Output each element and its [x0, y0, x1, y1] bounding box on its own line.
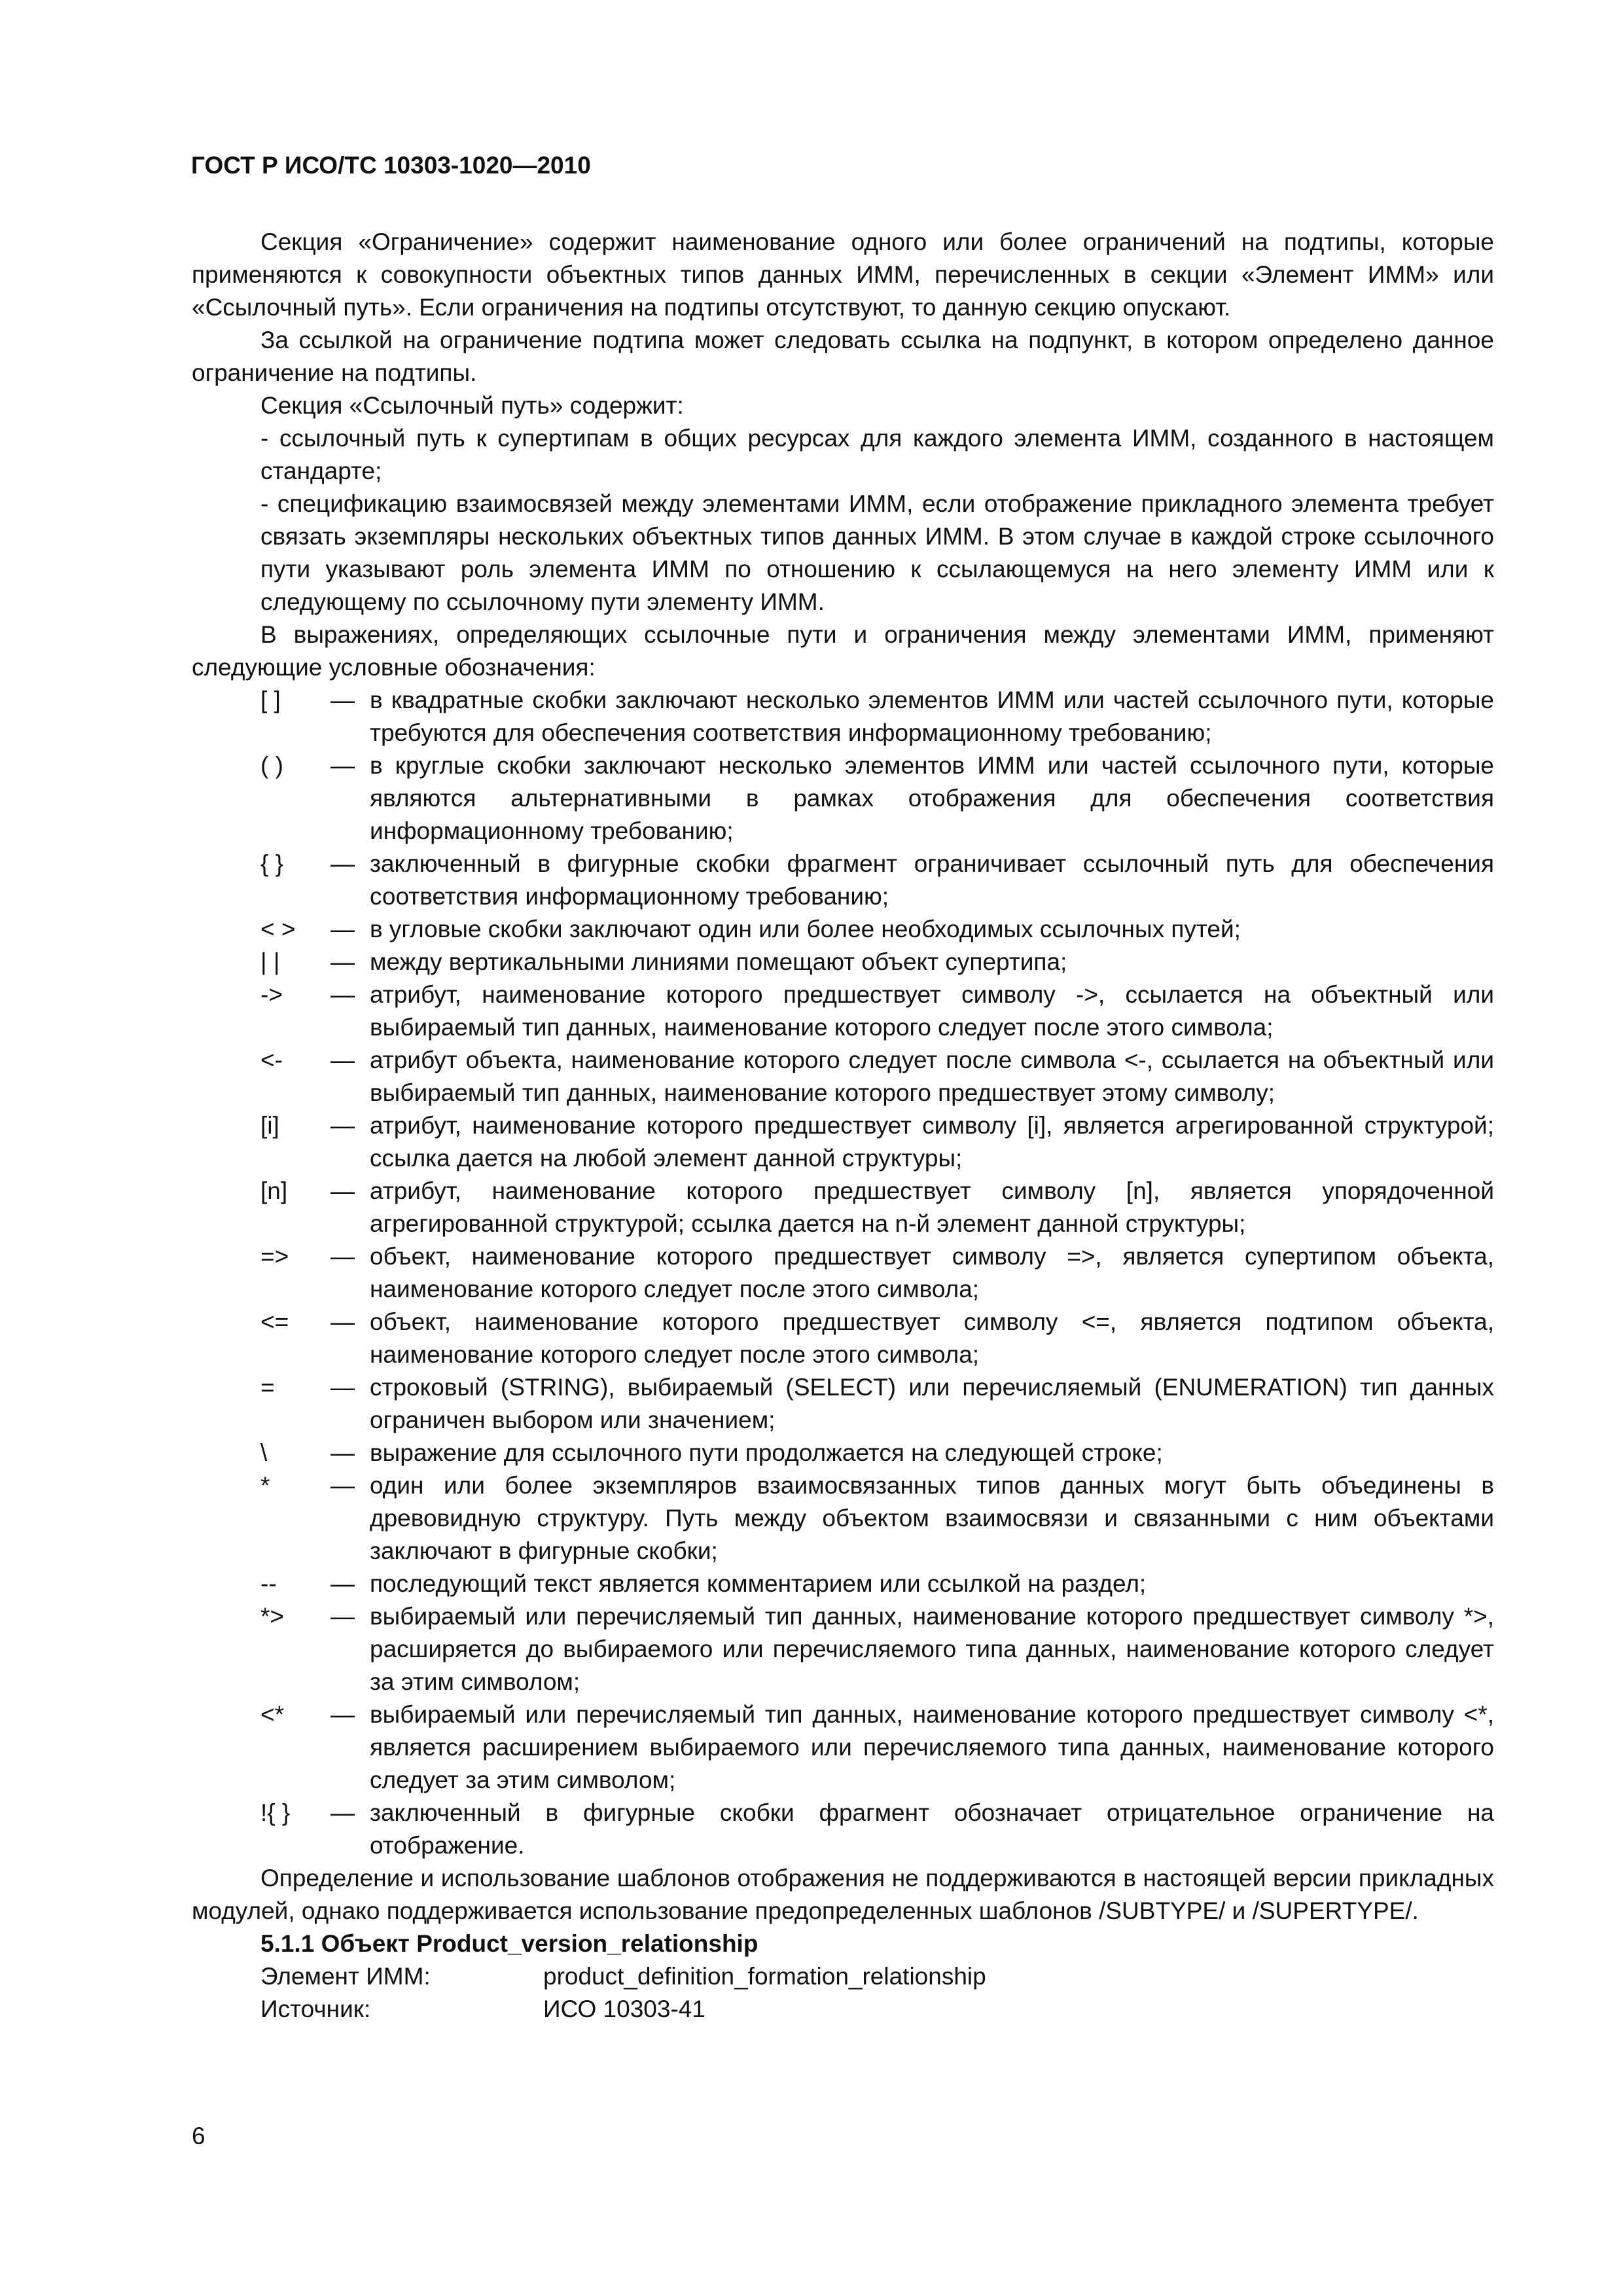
notation-symbol: [n]: [260, 1177, 288, 1204]
notation-text: заключенный в фигурные скобки фрагмент ограничивает ссылочный путь для обеспечения соответствия информационному требованию;: [370, 850, 1494, 910]
notation-symbol: =>: [260, 1243, 289, 1270]
notation-row: [192, 684, 1494, 749]
section-title: 5.1.1 Объект Product_version_relationship: [260, 1930, 758, 1957]
notation-row: [192, 913, 1494, 946]
paragraph-constraint-section: Секция «Ограничение» содержит наименование одного или более ограничений на подтипы, которые применяются к совокупности объектных типов данных ИММ, перечисленных в секции «Элемент ИММ» или «Ссылочный путь». Если ограничения на подтипы отсутствуют, то данную секцию опускают.: [192, 228, 1494, 321]
em-dash: —: [330, 1177, 355, 1204]
notation-row: [192, 1240, 1494, 1306]
notation-text: в квадратные скобки заключают несколько элементов ИММ или частей ссылочного пути, которые требуются для обеспечения соответствия информационному требованию;: [370, 687, 1494, 746]
notation-text: атрибут, наименование которого предшествует символу [i], является агрегированной структурой; ссылка дается на любой элемент данной структуры;: [370, 1112, 1494, 1172]
em-dash: —: [330, 850, 355, 877]
notation-row: [192, 1568, 1494, 1600]
row-key: Элемент ИММ:: [260, 1963, 431, 1990]
em-dash: —: [330, 1603, 355, 1630]
notation-row: [192, 1371, 1494, 1437]
notation-row: [192, 978, 1494, 1044]
notation-symbol: *>: [260, 1603, 285, 1630]
notation-symbol: { }: [260, 850, 283, 877]
notation-row: [192, 1469, 1494, 1568]
em-dash: —: [330, 916, 355, 942]
notation-row: [192, 1698, 1494, 1797]
section-row-element: [192, 1960, 1494, 1993]
notation-symbol: <=: [260, 1308, 289, 1335]
document-header: ГОСТ Р ИСО/ТС 10303-1020—2010: [191, 152, 591, 179]
notation-row: [192, 1175, 1494, 1240]
notation-text: объект, наименование которого предшествует символу <=, является подтипом объекта, наименование которого следует после этого символа;: [370, 1308, 1494, 1368]
em-dash: —: [330, 1112, 355, 1139]
notation-text: последующий текст является комментарием или ссылкой на раздел;: [370, 1570, 1147, 1597]
paragraph-constraint-reference: За ссылкой на ограничение подтипа может следовать ссылка на подпункт, в котором определено данное ограничение на подтипы.: [192, 327, 1494, 386]
row-value: product_definition_formation_relationship: [543, 1963, 986, 1990]
em-dash: —: [330, 1439, 355, 1466]
notation-symbol: <-: [260, 1047, 283, 1073]
notation-symbol: [i]: [260, 1112, 279, 1139]
em-dash: —: [330, 981, 355, 1008]
notation-row: [192, 749, 1494, 848]
em-dash: —: [330, 1472, 355, 1499]
paragraph-templates: Определение и использование шаблонов отображения не поддерживаются в настоящей версии прикладных модулей, однако поддерживается использование предопределенных шаблонов /SUBTYPE/ и /SUPERTYPE/.: [192, 1865, 1494, 1924]
notation-symbol: ( ): [260, 752, 283, 779]
page-content: [192, 226, 1494, 2026]
section-row-source: [192, 1993, 1494, 2026]
paragraph-notation-intro: В выражениях, определяющих ссылочные пути и ограничения между элементами ИММ, применяют следующие условные обозначения:: [192, 621, 1494, 681]
notation-row: [192, 1044, 1494, 1109]
em-dash: —: [330, 752, 355, 779]
notation-text: заключенный в фигурные скобки фрагмент обозначает отрицательное ограничение на отображение.: [370, 1799, 1494, 1859]
row-key: Источник:: [260, 1996, 371, 2022]
notation-row: [192, 848, 1494, 913]
em-dash: —: [330, 687, 355, 713]
em-dash: —: [330, 1701, 355, 1728]
list-item: - ссылочный путь к супертипам в общих ресурсах для каждого элемента ИММ, созданного в настоящем стандарте;: [260, 425, 1494, 484]
notation-text: один или более экземпляров взаимосвязанных типов данных могут быть объединены в древовидную структуру. Путь между объектом взаимосвязи и связанными с ним объектами заключают в фигурные скобки;: [370, 1472, 1494, 1564]
em-dash: —: [330, 1374, 355, 1401]
notation-text: атрибут, наименование которого предшествует символу [n], является упорядоченной агрегированной структурой; ссылка дается на n-й элемент данной структуры;: [370, 1177, 1494, 1237]
notation-symbol: =: [260, 1374, 275, 1401]
notation-symbol: <*: [260, 1701, 285, 1728]
notation-text: атрибут объекта, наименование которого следует после символа <-, ссылается на объектный или выбираемый тип данных, наименование которого предшествует этому символу;: [370, 1047, 1494, 1106]
notation-symbol: ->: [260, 981, 283, 1008]
paragraph-reference-path-intro: Секция «Ссылочный путь» содержит:: [260, 392, 684, 419]
notation-text: в круглые скобки заключают несколько элементов ИММ или частей ссылочного пути, которые являются альтернативными в рамках отображения для обеспечения соответствия информационному требованию;: [370, 752, 1494, 844]
notation-symbol: !{ }: [260, 1799, 291, 1826]
notation-row: [192, 946, 1494, 978]
notation-symbol: | |: [260, 948, 280, 975]
notation-symbol: < >: [260, 916, 296, 942]
notation-row: [192, 1600, 1494, 1698]
notation-row: [192, 1437, 1494, 1469]
notation-text: объект, наименование которого предшествует символу =>, является супертипом объекта, наименование которого следует после этого символа;: [370, 1243, 1494, 1302]
notation-text: выбираемый или перечисляемый тип данных, наименование которого предшествует символу <*, является расширением выбираемого или перечисляемого типа данных, наименование которого следует за этим символом;: [370, 1701, 1494, 1793]
notation-text: выражение для ссылочного пути продолжается на следующей строке;: [370, 1439, 1163, 1466]
notation-text: атрибут, наименование которого предшествует символу ->, ссылается на объектный или выбираемый тип данных, наименование которого следует после этого символа;: [370, 981, 1494, 1041]
row-value: ИСО 10303-41: [543, 1996, 705, 2022]
em-dash: —: [330, 1799, 355, 1826]
notation-symbol: [ ]: [260, 687, 281, 713]
notation-text: в угловые скобки заключают один или более необходимых ссылочных путей;: [370, 916, 1241, 942]
em-dash: —: [330, 1047, 355, 1073]
notation-symbol: \: [260, 1439, 268, 1466]
em-dash: —: [330, 948, 355, 975]
notation-row: [192, 1109, 1494, 1175]
notation-symbol: *: [260, 1472, 270, 1499]
page-number: 6: [192, 2123, 205, 2149]
notation-text: строковый (STRING), выбираемый (SELECT) или перечисляемый (ENUMERATION) тип данных ограничен выбором или значением;: [370, 1374, 1494, 1433]
notation-text: выбираемый или перечисляемый тип данных, наименование которого предшествует символу *>, расширяется до выбираемого или перечисляемого типа данных, наименование которого следует за этим символом;: [370, 1603, 1494, 1695]
notation-text: между вертикальными линиями помещают объект супертипа;: [370, 948, 1067, 975]
notation-row: [192, 1797, 1494, 1862]
notation-symbol: --: [260, 1570, 277, 1597]
list-item: - спецификацию взаимосвязей между элементами ИММ, если отображение прикладного элемента требует связать экземпляры нескольких объектных типов данных ИММ. В этом случае в каждой строке ссылочного пути указывают роль элемента ИММ по отношению к ссылающемуся на него элементу ИММ или к следующему по ссылочному пути элементу ИММ.: [260, 490, 1494, 615]
em-dash: —: [330, 1243, 355, 1270]
em-dash: —: [330, 1308, 355, 1335]
em-dash: —: [330, 1570, 355, 1597]
notation-row: [192, 1306, 1494, 1371]
